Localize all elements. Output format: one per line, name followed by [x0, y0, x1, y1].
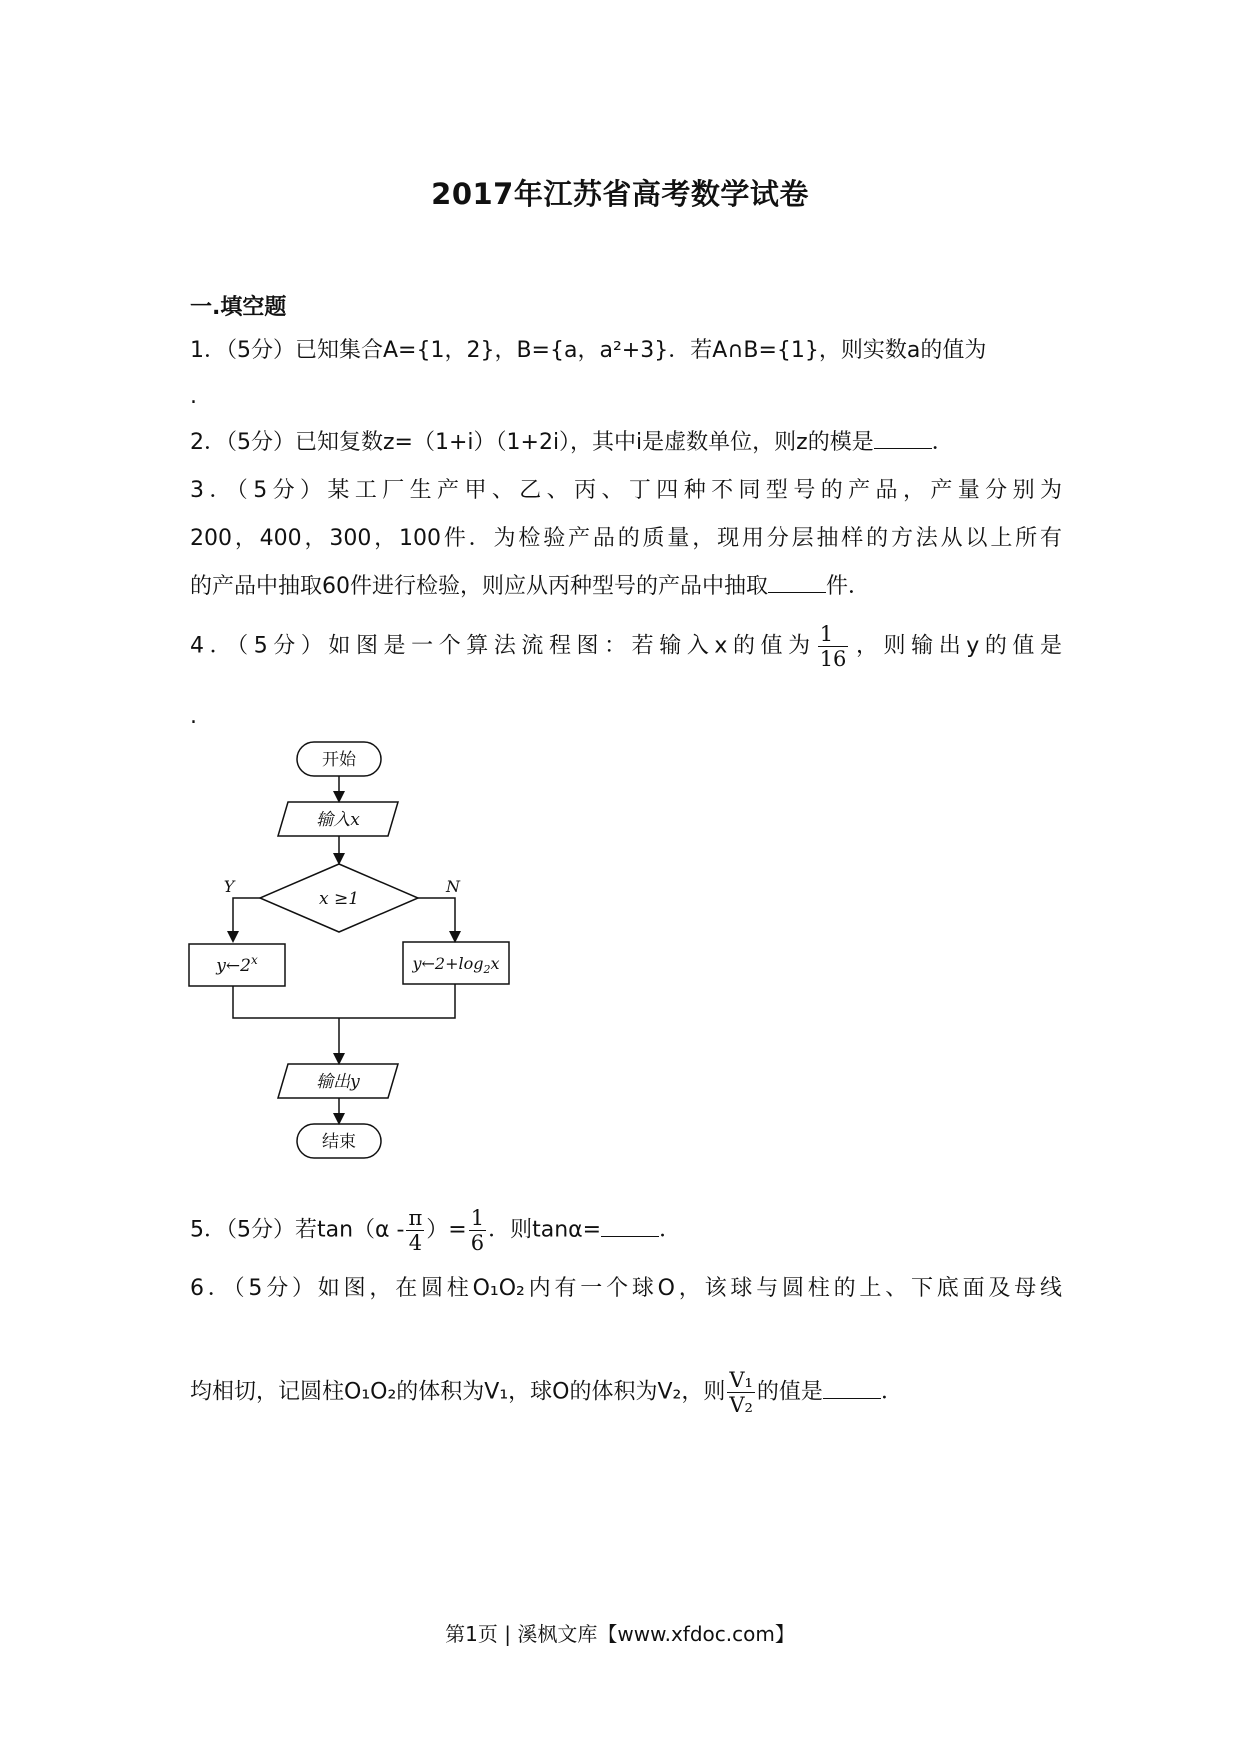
- merge-line: [233, 984, 455, 1018]
- question-1-tail: .: [190, 384, 197, 409]
- algorithm-flowchart: [185, 738, 525, 1178]
- question-2-end: ．: [931, 430, 954, 455]
- question-3-line-2: 200，400，300，100件．为检验产品的质量，现用分层抽样的方法从以上所有: [190, 526, 1062, 551]
- answer-blank: [601, 1218, 659, 1237]
- yes-box-label: y←2$^x$: [216, 953, 258, 976]
- fraction-numerator: 1: [470, 1206, 485, 1230]
- fraction-1-6: [469, 1206, 486, 1255]
- answer-blank: [768, 574, 826, 593]
- question-3-line-3: [190, 572, 870, 602]
- question-3-text: 的产品中抽取60件进行检验，则应从丙种型号的产品中抽取: [190, 574, 768, 599]
- fraction-1-16: [818, 622, 849, 671]
- fraction-v1-v2: [727, 1368, 755, 1417]
- question-5-end: ．: [659, 1217, 682, 1243]
- page-title: 2017年江苏省高考数学试卷: [431, 177, 809, 211]
- question-4-text-a: 4．（5分）如图是一个算法流程图：若输入x的值为: [190, 633, 816, 659]
- question-6-text-b: 的值是: [756, 1379, 823, 1405]
- fraction-denominator: 6: [470, 1231, 485, 1255]
- question-3-line-1: 3．（5分）某工厂生产甲、乙、丙、丁四种不同型号的产品，产量分别为: [190, 478, 1062, 503]
- section-heading: 一.填空题: [190, 295, 287, 320]
- fraction-denominator: V₂: [729, 1393, 753, 1417]
- fraction-numerator: π: [408, 1206, 423, 1230]
- question-6-text-a: 均相切，记圆柱O₁O₂的体积为V₁，球O的体积为V₂，则: [190, 1379, 726, 1405]
- yes-label: Y: [223, 877, 235, 896]
- question-2: [190, 428, 954, 458]
- question-1: [190, 336, 986, 366]
- question-1-text: 1．（5分）已知集合A={1，2}，B={a，a²+3}．若A∩B={1}，则实数a的值为: [190, 338, 987, 363]
- question-5-text-c: ．则tanα=: [488, 1217, 602, 1243]
- condition-label: x ≥1: [318, 889, 360, 909]
- question-6-line-2: [190, 1368, 903, 1417]
- fraction-numerator: V₁: [729, 1368, 753, 1392]
- answer-blank: [823, 1380, 881, 1399]
- question-3-end: 件．: [826, 574, 871, 599]
- input-label: 输入x: [316, 810, 360, 830]
- start-label: 开始: [322, 750, 356, 770]
- question-6-end: ．: [880, 1379, 903, 1405]
- no-label: N: [446, 877, 460, 896]
- fraction-pi-4: [406, 1206, 424, 1255]
- output-label: 输出y: [316, 1072, 360, 1092]
- question-4-text-b: ，则输出y的值是: [850, 633, 1062, 659]
- no-box-label: $y\leftarrow 2+\log_2x$: [412, 954, 500, 976]
- question-2-text: 2．（5分）已知复数z=（1+i）（1+2i），其中i是虚数单位，则z的模是: [190, 430, 874, 455]
- fraction-numerator: 1: [818, 622, 849, 647]
- end-label: 结束: [322, 1132, 356, 1152]
- fraction-denominator: 16: [819, 647, 847, 671]
- question-4-tail: .: [190, 704, 197, 729]
- page-footer: 第1页 | 溪枫文库【www.xfdoc.com】: [445, 1622, 795, 1646]
- answer-blank: [874, 430, 932, 449]
- arrow-no-branch: [418, 898, 455, 940]
- question-5-text-a: 5．（5分）若tan（α -: [190, 1217, 405, 1243]
- fraction-denominator: 4: [408, 1231, 423, 1255]
- arrow-yes-branch: [233, 898, 260, 940]
- question-5: [190, 1206, 681, 1255]
- question-6-line-1: 6．（5分）如图，在圆柱O₁O₂内有一个球O，该球与圆柱的上、下底面及母线: [190, 1276, 1062, 1301]
- question-4: [190, 622, 1062, 671]
- question-5-text-b: ）=: [426, 1217, 467, 1243]
